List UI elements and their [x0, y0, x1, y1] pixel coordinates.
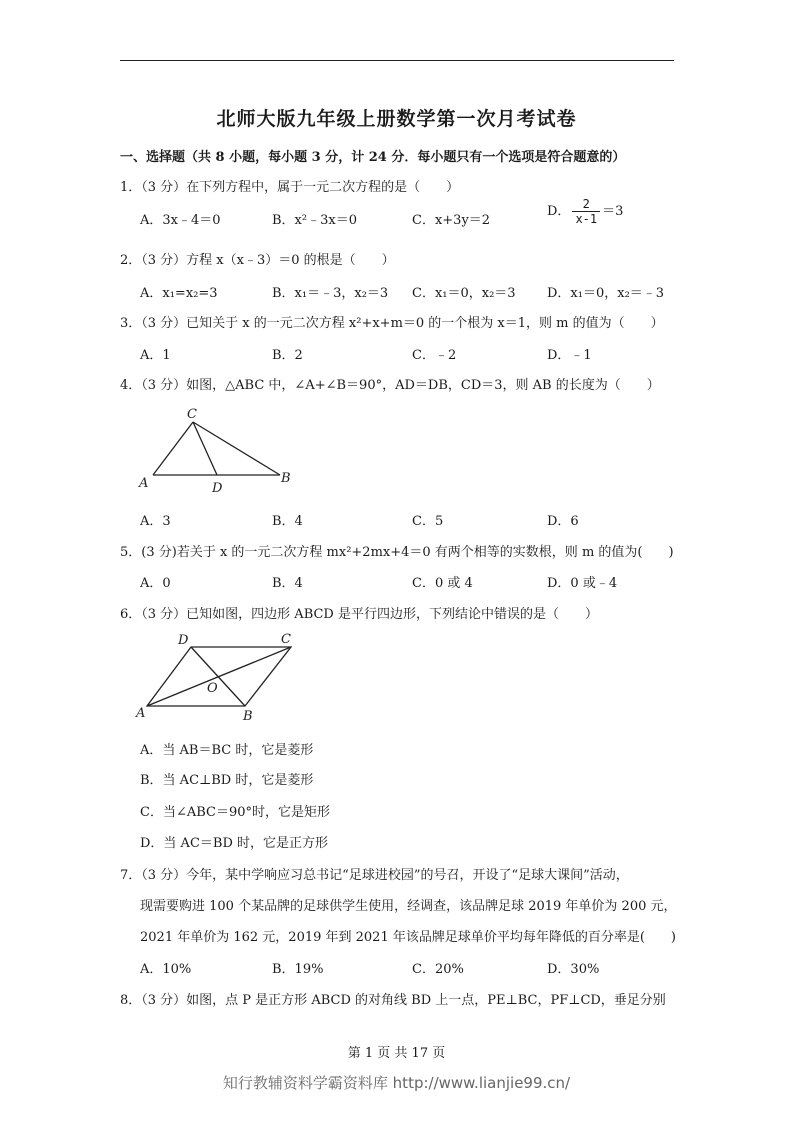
page-title: 北师大版九年级上册数学第一次月考试卷: [216, 108, 577, 130]
question-7-line-1: 7．（3 分）今年，某中学响应习总书记“足球进校园”的号召，开设了“足球大课间”活动，: [120, 868, 629, 883]
parallelogram-figure: [133, 628, 303, 726]
option-c: C．x+3y＝2: [412, 213, 491, 228]
vertex-label-d: D: [178, 633, 189, 648]
option-c: C．﹣2: [412, 348, 457, 363]
side-cb: [193, 422, 280, 475]
option-c: C．5: [412, 514, 444, 529]
option-d-prefix: D．: [547, 204, 571, 219]
question-6-option-a: A．当 AB＝BC 时，它是菱形: [140, 743, 314, 758]
question-7-options: [140, 958, 680, 978]
question-2-options: [140, 282, 680, 302]
option-d: D．30%: [547, 962, 600, 977]
option-c: C．20%: [412, 962, 464, 977]
vertex-label-a: A: [139, 476, 149, 491]
fraction-denominator: x-1: [575, 212, 598, 226]
triangle-figure: [135, 402, 305, 497]
question-4-options: [140, 510, 680, 530]
question-4-stem: 4．（3 分）如图，△ABC 中，∠A+∠B＝90°，AD＝DB，CD＝3，则 AB 的长度为（ ）: [120, 378, 660, 393]
vertex-label-a: A: [136, 706, 146, 721]
fraction: [572, 197, 600, 226]
option-c: C．0 或 4: [412, 576, 473, 591]
question-2-stem: 2．（3 分）方程 x（x﹣3）＝0 的根是（ ）: [120, 253, 395, 268]
option-d: [547, 197, 623, 226]
option-d: D．0 或﹣4: [547, 576, 618, 591]
option-a: A．3: [140, 514, 171, 529]
question-6-stem: 6．（3 分）已知如图，四边形 ABCD 是平行四边形，下列结论中错误的是（ ）: [120, 607, 598, 622]
option-b: B．x²﹣3x＝0: [272, 213, 357, 228]
option-c: C．x₁＝0，x₂＝3: [412, 286, 516, 301]
option-a: A．10%: [140, 962, 192, 977]
question-6-option-b: B．当 AC⊥BD 时，它是菱形: [140, 773, 314, 788]
option-d-suffix: ＝3: [602, 204, 624, 219]
option-b: B．4: [272, 514, 303, 529]
header-rule: [120, 60, 674, 61]
question-3-stem: 3．（3 分）已知关于 x 的一元二次方程 x²+x+m＝0 的一个根为 x＝1，则 m 的值为（ ）: [120, 316, 664, 331]
vertex-label-c: C: [187, 407, 197, 422]
section-heading: 一、选择题（共 8 小题，每小题 3 分，计 24 分．每小题只有一个选项是符合题意的）: [120, 150, 626, 165]
option-d: D．6: [547, 514, 579, 529]
point-label-d: D: [212, 481, 223, 496]
question-8-stem: 8．（3 分）如图，点 P 是正方形 ABCD 的对角线 BD 上一点，PE⊥BC，PF⊥CD，垂足分别: [120, 993, 666, 1008]
question-1-options: [140, 197, 680, 229]
vertex-label-b: B: [281, 471, 291, 486]
option-b: B．x₁＝﹣3，x₂＝3: [272, 286, 389, 301]
option-a: A．x₁=x₂=3: [140, 286, 218, 301]
watermark-link[interactable]: 知行教辅资料学霸资料库 http://www.lianjie99.cn/: [222, 1074, 571, 1092]
vertex-label-c: C: [281, 632, 291, 647]
question-3-options: [140, 344, 680, 364]
question-7-line-3: 2021 年单价为 162 元，2019 年到 2021 年该品牌足球单价平均每年降低的百分率是( ): [140, 930, 677, 945]
question-6-option-c: C．当∠ABC＝90°时，它是矩形: [140, 805, 331, 820]
option-d: D．x₁＝0，x₂＝﹣3: [547, 286, 665, 301]
option-b: B．19%: [272, 962, 324, 977]
question-1-stem: 1．（3 分）在下列方程中，属于一元二次方程的是（ ）: [120, 180, 460, 195]
side-ac: [153, 422, 193, 475]
option-a: A．3x﹣4＝0: [140, 213, 221, 228]
question-6-option-d: D．当 AC＝BD 时，它是正方形: [140, 836, 328, 851]
option-b: B．4: [272, 576, 303, 591]
diagonal-bd: [191, 647, 245, 706]
option-d: D．﹣1: [547, 348, 592, 363]
vertex-label-b: B: [243, 709, 253, 724]
center-label-o: O: [207, 681, 218, 696]
option-a: A．1: [140, 348, 171, 363]
page-footer: 第 1 页 共 17 页: [347, 1046, 446, 1061]
question-5-options: [140, 572, 680, 592]
question-7-line-2: 现需要购进 100 个某品牌的足球供学生使用，经调查，该品牌足球 2019 年单价为 200 元，: [140, 899, 677, 914]
fraction-numerator: 2: [572, 197, 600, 212]
option-a: A．0: [140, 576, 171, 591]
option-b: B．2: [272, 348, 303, 363]
question-5-stem: 5．(3 分)若关于 x 的一元二次方程 mx²+2mx+4＝0 有两个相等的实数根，则 m 的值为( ): [120, 545, 674, 560]
